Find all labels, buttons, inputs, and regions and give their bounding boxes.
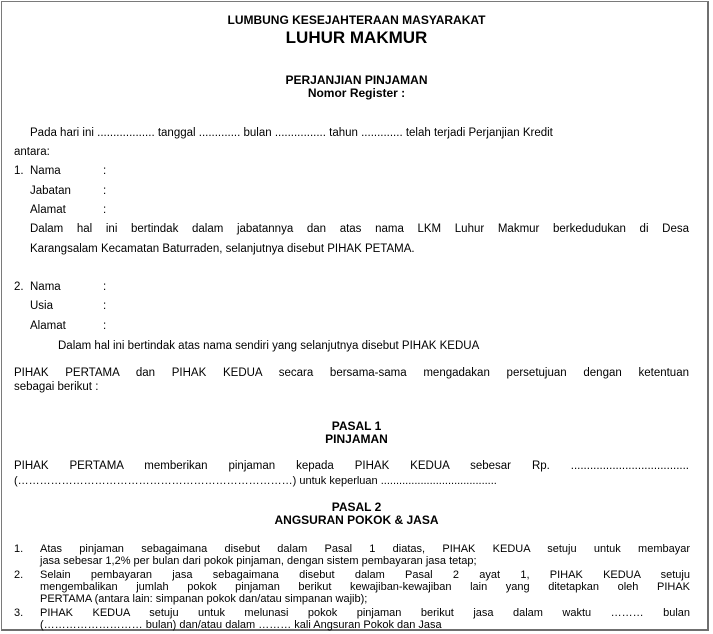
party1-description: Dalam hal ini bertindak dalam jabatannya dan atas nama LKM Luhur Makmur berkedudukan di Desa bbox=[30, 223, 689, 235]
pasal2-item-1-line2: jasa sebesar 1,2% per bulan dari pokok pinjaman, dengan sistem pembayaran jasa tetap; bbox=[40, 555, 477, 567]
pasal2-item-2-line1: Selain pembayaran jasa sebagaimana disebut dalam Pasal 2 ayat 1, PIHAK KEDUA setuju bbox=[40, 569, 690, 581]
list-number: 1. bbox=[14, 543, 24, 555]
party1-field-nama: Nama bbox=[30, 165, 61, 177]
party2-number: 2. bbox=[14, 281, 24, 293]
party2-colon-nama: : bbox=[103, 281, 107, 293]
pasal1-subtitle: PINJAMAN bbox=[325, 432, 388, 446]
register-number: Nomor Register : bbox=[307, 86, 406, 100]
list-number: 3. bbox=[14, 607, 24, 619]
party1-colon-jabatan: : bbox=[103, 185, 107, 197]
opening-antara: antara: bbox=[14, 146, 50, 158]
party1-colon-alamat: : bbox=[103, 204, 107, 216]
pasal2-title: PASAL 2 bbox=[331, 500, 382, 514]
party1-description-cont: Karangsalam Kecamatan Baturraden, selanjutnya disebut PIHAK PETAMA. bbox=[30, 243, 415, 255]
agreement-line: PIHAK PERTAMA dan PIHAK KEDUA secara bersama-sama mengadakan persetujuan dengan ketentuan bbox=[14, 367, 689, 379]
party1-field-jabatan: Jabatan bbox=[30, 185, 71, 197]
pasal2-item-2-line3: PERTAMA (antara lain: simpanan pokok dan/atau simpanan wajib); bbox=[40, 593, 368, 605]
party2-field-alamat: Alamat bbox=[30, 320, 66, 332]
party1-field-alamat: Alamat bbox=[30, 204, 66, 216]
document-title: PERJANJIAN PINJAMAN bbox=[285, 73, 428, 87]
org-name: LUMBUNG KESEJAHTERAAN MASYARAKAT bbox=[227, 13, 486, 27]
pasal2-item-3-line2: (……………………… bulan) dan/atau dalam ……… kali Angsuran Pokok dan Jasa bbox=[40, 619, 442, 631]
opening-line: Pada hari ini .................. tanggal ............. bulan ................ tahun ............. telah terjadi Perjanjian Kredit bbox=[30, 127, 553, 139]
pasal1-title: PASAL 1 bbox=[331, 419, 382, 433]
pasal2-item-1-line1: Atas pinjaman sebagaimana disebut dalam Pasal 1 diatas, PIHAK KEDUA setuju untuk membayar bbox=[40, 543, 690, 555]
pasal1-loan-purpose: (…………………………………………………………………) untuk keperluan ...................................... bbox=[14, 475, 497, 487]
list-number: 2. bbox=[14, 569, 24, 581]
pasal1-loan-amount: PIHAK PERTAMA memberikan pinjaman kepada PIHAK KEDUA sebesar Rp. ..................................... bbox=[14, 460, 689, 472]
org-title: LUHUR MAKMUR bbox=[285, 28, 428, 47]
pasal2-item-2-line2: mengembalikan jumlah pokok pinjaman berikut kewajiban-kewajiban lain yang ditetapkan oleh PIHAK bbox=[40, 581, 690, 593]
party1-colon-nama: : bbox=[103, 165, 107, 177]
party2-field-usia: Usia bbox=[30, 300, 54, 312]
party2-description: Dalam hal ini bertindak atas nama sendiri yang selanjutnya disebut PIHAK KEDUA bbox=[58, 340, 480, 352]
pasal2-subtitle: ANGSURAN POKOK & JASA bbox=[274, 513, 439, 527]
party1-number: 1. bbox=[14, 165, 24, 177]
party2-colon-usia: : bbox=[103, 300, 107, 312]
pasal2-item-3-line1: PIHAK KEDUA setuju untuk melunasi pokok pinjaman berikut jasa dalam waktu ……… bulan bbox=[40, 607, 690, 619]
party2-field-nama: Nama bbox=[30, 281, 61, 293]
party2-colon-alamat: : bbox=[103, 320, 107, 332]
agreement-line-cont: sebagai berikut : bbox=[14, 381, 99, 393]
